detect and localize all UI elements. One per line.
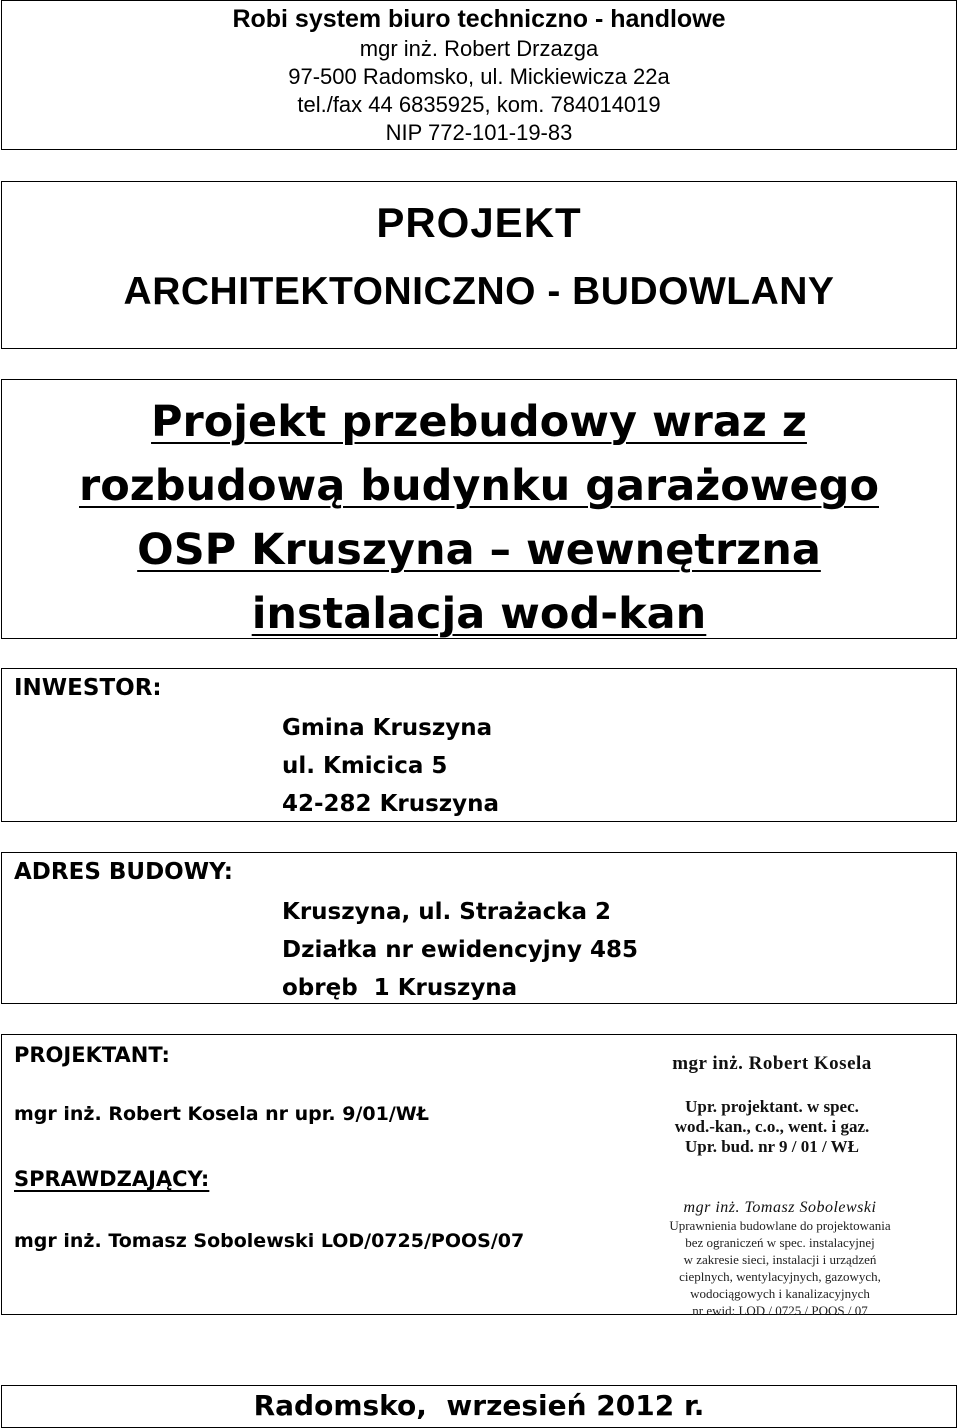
checker-label: SPRAWDZAJĄCY: <box>14 1167 210 1191</box>
company-header <box>1 0 957 150</box>
project-subject-box <box>1 379 957 639</box>
designer-stamp-line-3: Upr. bud. nr 9 / 01 / WŁ <box>684 1137 859 1156</box>
subject-line-4: instalacja wod-kan <box>251 589 707 639</box>
investor-line-3: 42-282 Kruszyna <box>282 791 500 817</box>
investor-box <box>1 668 957 822</box>
checker-stamp <box>630 1199 930 1319</box>
subject-line-2: rozbudową budynku garażowego <box>79 461 879 511</box>
company-address: 97-500 Radomsko, ul. Mickiewicza 22a <box>288 64 670 89</box>
checker-stamp-line-2: bez ograniczeń w spec. instalacyjnej <box>685 1235 875 1250</box>
site-line-3: obręb 1 Kruszyna <box>282 975 518 1001</box>
designer-label: PROJEKTANT: <box>14 1043 170 1067</box>
checker-stamp-line-5: wodociągowych i kanalizacyjnych <box>690 1286 870 1301</box>
company-phone: tel./fax 44 6835925, kom. 784014019 <box>297 92 661 117</box>
title-line-2: ARCHITEKTONICZNO - BUDOWLANY <box>123 270 835 313</box>
checker-stamp-line-3: w zakresie sieci, instalacji i urządzeń <box>683 1252 877 1267</box>
site-address-box <box>1 852 957 1004</box>
document-title-box <box>1 181 957 349</box>
checker-stamp-name: mgr inż. Tomasz Sobolewski <box>683 1199 877 1216</box>
footer-place-date: Radomsko, wrzesień 2012 r. <box>253 1389 705 1422</box>
subject-line-3: OSP Kruszyna – wewnętrzna <box>137 525 821 575</box>
investor-values <box>282 709 499 823</box>
investor-line-2: ul. Kmicica 5 <box>282 753 448 779</box>
company-nip: NIP 772-101-19-83 <box>385 120 573 145</box>
title-line-1: PROJEKT <box>376 199 582 246</box>
designer-box <box>1 1034 957 1318</box>
checker-name: mgr inż. Tomasz Sobolewski LOD/0725/POOS/07 <box>14 1230 525 1252</box>
site-line-2: Działka nr ewidencyjny 485 <box>282 937 639 963</box>
checker-stamp-line-1: Uprawnienia budowlane do projektowania <box>669 1218 891 1233</box>
designer-stamp-name: mgr inż. Robert Kosela <box>672 1053 872 1074</box>
checker-stamp-line-4: cieplnych, wentylacyjnych, gazowych, <box>679 1269 881 1284</box>
company-owner: mgr inż. Robert Drzazga <box>359 36 599 61</box>
subject-line-1: Projekt przebudowy wraz z <box>151 397 807 447</box>
investor-label: INWESTOR: <box>14 675 162 701</box>
designer-stamp <box>622 1053 922 1157</box>
site-label: ADRES BUDOWY: <box>14 859 233 885</box>
designer-name: mgr inż. Robert Kosela nr upr. 9/01/WŁ <box>14 1103 429 1125</box>
investor-line-1: Gmina Kruszyna <box>282 715 493 741</box>
designer-stamp-line-2: wod.-kan., c.o., went. i gaz. <box>674 1117 870 1136</box>
company-name: Robi system biuro techniczno - handlowe <box>232 5 726 33</box>
designer-stamp-line-1: Upr. projektant. w spec. <box>685 1097 859 1116</box>
site-values <box>282 893 638 1007</box>
checker-stamp-line-6: nr ewid: LOD / 0725 / POOS / 07 <box>692 1303 868 1318</box>
footer-box <box>1 1385 957 1428</box>
site-line-1: Kruszyna, ul. Strażacka 2 <box>282 899 612 925</box>
